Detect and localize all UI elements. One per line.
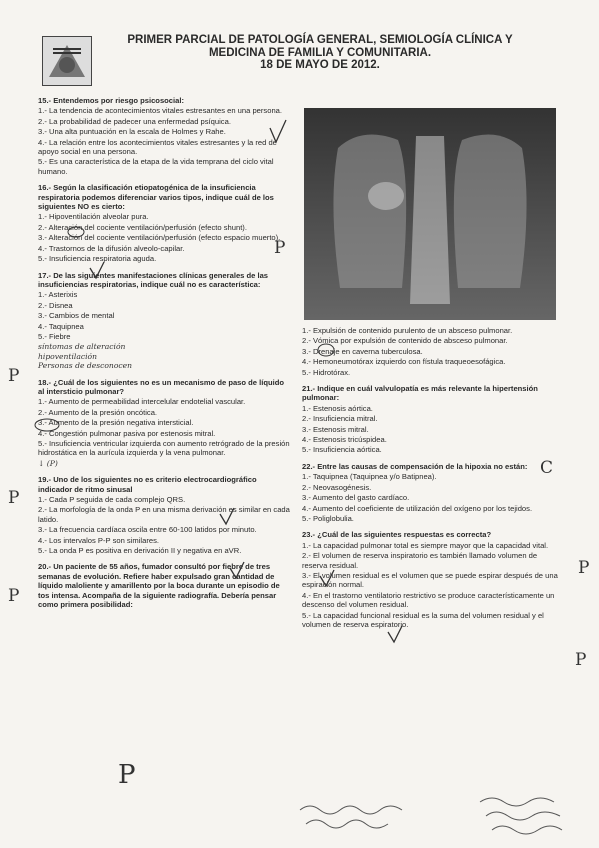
answer-option: 5.- Es una característica de la etapa de la vida temprana del ciclo vital humano. — [38, 157, 274, 176]
answer-option: 4.- Hemoneumotórax izquierdo con fístula traqueoesofágica. — [302, 357, 506, 367]
answer-option: 5.- Hidrotórax. — [302, 367, 351, 377]
answer-option: 4.- Congestión pulmonar pasiva por estenosis mitral. — [38, 428, 216, 438]
answer-option: 2.- Disnea — [38, 300, 73, 310]
answer-option: 5.- Fiebre — [38, 331, 71, 341]
question-title: 20.- Un paciente de 55 años, fumador consultó por fiebre de tres semanas de evolución. Refiere haber expulsado gran cantidad de líquido maloliente y amarillento por la boca durante un episodio de tos intensa. Acompaña de la siguiente radiografía. Debería pensar como primera posibilidad: — [38, 562, 280, 610]
handwritten-note: hipoventilación — [38, 351, 98, 361]
answer-option: 2.- La probabilidad de padecer una enfermedad psíquica. — [38, 116, 231, 126]
question-title: 15.- Entendemos por riesgo psicosocial: — [38, 96, 185, 105]
answer-option: 4.- En el trastorno ventilatorio restrictivo se produce característicamente un descenso del volumen residual. — [302, 590, 555, 610]
exam-title-line2: MEDICINA DE FAMILIA Y COMUNITARIA. — [208, 46, 432, 59]
answer-option: 4.- Taquipnea — [38, 321, 84, 331]
answer-option: 3.- Aumento de la presión negativa intersticial. — [38, 418, 194, 428]
answer-option: 2.- Neovasogénesis. — [302, 482, 372, 492]
answer-option: 1.- La capacidad pulmonar total es siempre mayor que la capacidad vital. — [302, 540, 549, 550]
answer-option: 3.- Cambios de mental — [38, 311, 115, 321]
question-title: 16.- Según la clasificación etiopatogénica de la insuficiencia respiratoria podemos diferenciar varios tipos, indique cuál de los siguientes NO es cierto: — [38, 183, 274, 212]
answer-option: 1.- Taquipnea (Taquipnea y/o Batipnea). — [302, 472, 437, 482]
answer-option: 2.- Insuficiencia mitral. — [302, 414, 378, 424]
answer-option: 5.- La onda P es positiva en derivación II y negativa en aVR. — [38, 546, 242, 556]
answer-option: 1.- Expulsión de contenido purulento de un absceso pulmonar. — [302, 326, 513, 335]
answer-option: 1.- Estenosis aórtica. — [302, 403, 373, 413]
answer-option: 1.- Asterixis — [38, 290, 78, 300]
answer-option: 2.- El volumen de reserva inspiratorio es también llamado volumen de reserva residual. — [302, 551, 538, 570]
answer-option: 3.- Aumento del gasto cardíaco. — [302, 493, 410, 503]
answer-option: 2.- Alteración del cociente ventilación/perfusión (efecto shunt). — [38, 222, 247, 232]
question-title: 21.- Indique en cuál valvulopatía es más relevante la hipertensión pulmonar: — [302, 384, 538, 403]
answer-option: 3.- Drenaje en caverna tuberculosa. — [302, 346, 423, 356]
handwritten-mark: P — [274, 238, 286, 258]
question-title: 22.- Entre las causas de compensación de la hipoxia no están: — [302, 461, 528, 471]
answer-option: 4.- Aumento del coeficiente de utilización del oxígeno por los tejidos. — [302, 503, 533, 513]
answer-option: 4.- Estenosis tricúspidea. — [302, 435, 387, 445]
answer-option: 3.- Alteración del cociente ventilación/perfusión (efecto espacio muerto). — [38, 233, 281, 243]
answer-option: 1.- Aumento de permeabilidad intercelular endotelial vascular. — [38, 397, 246, 407]
answer-option: 1.- Hipoventilación alveolar pura. — [38, 212, 149, 222]
handwritten-note: síntomas de alteración — [38, 342, 126, 352]
answer-option: 3.- La frecuencia cardíaca oscila entre 60-100 latidos por minuto. — [38, 525, 257, 535]
exam-title-line1: PRIMER PARCIAL DE PATOLOGÍA GENERAL, SEMIOLOGÍA CLÍNICA Y — [127, 34, 513, 46]
answer-option: 5.- Insuficiencia respiratoria aguda. — [38, 254, 157, 264]
answer-option: 4.- Los intervalos P-P son similares. — [38, 535, 159, 545]
handwritten-mark: P — [8, 586, 20, 606]
answer-option: 5.- Poliglobulia. — [302, 513, 354, 523]
answer-option: 3.- Una alta puntuación en la escala de Holmes y Rahe. — [38, 127, 226, 137]
question-title: 18.- ¿Cuál de los siguientes no es un mecanismo de paso de líquido al intersticio pulmonar? — [38, 377, 285, 396]
answer-option: 5.- Insuficiencia ventricular izquierda con aumento retrógrado de la presión hidrostática en la aurícula izquierda y la vena pulmonar. — [38, 439, 290, 458]
handwritten-mark: P — [8, 488, 20, 508]
handwritten-note: ↓ (P) — [38, 458, 58, 468]
answer-option: 3.- El volumen residual es el volumen que se puede espirar después de una espiración normal. — [302, 570, 558, 590]
answer-option: 2.- Vómica por expulsión de contenido de absceso pulmonar. — [302, 336, 508, 346]
answer-option: 2.- La morfología de la onda P en una misma derivación es similar en cada latido. — [38, 505, 290, 524]
question-title: 17.- De las siguientes manifestaciones clínicas generales de las insuficiencias respiratorias, indique cuál no es característica: — [38, 270, 269, 289]
handwritten-mark: P — [8, 366, 20, 386]
handwritten-mark: P — [118, 760, 136, 790]
exam-date: 18 DE MAYO DE 2012. — [260, 59, 380, 72]
answer-option: 5.- Insuficiencia aórtica. — [302, 445, 382, 455]
answer-option: 1.- Cada P seguida de cada complejo QRS. — [38, 495, 186, 505]
question-title: 19.- Uno de los siguientes no es criterio electrocardiográfico indicador de ritmo sinusal — [38, 475, 257, 494]
answer-option: 2.- Aumento de la presión oncótica. — [38, 407, 158, 417]
answer-option: 5.- La capacidad funcional residual es la suma del volumen residual y el volumen de reserva espiratorio. — [302, 610, 544, 629]
answer-option: 3.- Estenosis mitral. — [302, 424, 369, 434]
question-title: 23.- ¿Cuál de las siguientes respuestas es correcta? — [302, 530, 492, 540]
answer-option: 1.- La tendencia de acontecimientos vitales estresantes en una persona. — [38, 106, 282, 116]
handwritten-note: Personas de desconocen — [38, 361, 133, 371]
answer-option: 4.- Trastornos de la difusión alveolo-capilar. — [38, 243, 185, 253]
answer-option: 4.- La relación entre los acontecimientos vitales estresantes y la red de apoyo social en una persona. — [38, 137, 277, 157]
handwritten-mark: C — [540, 458, 554, 478]
handwritten-mark: P — [578, 558, 590, 578]
handwritten-mark: P — [575, 650, 587, 670]
